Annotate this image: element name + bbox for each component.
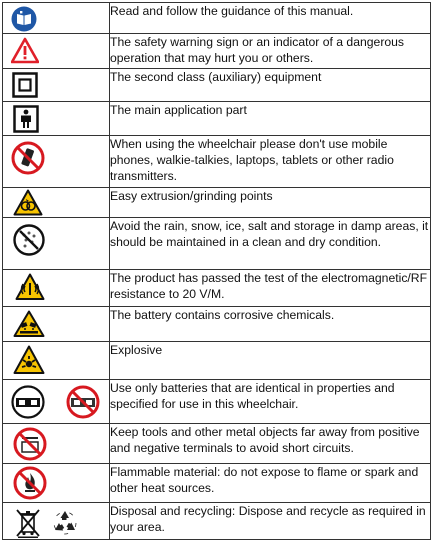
table-row (3, 464, 431, 503)
icon-cell (3, 188, 110, 218)
table-row (3, 34, 431, 69)
battery-icon (11, 385, 45, 419)
table-row (3, 342, 431, 380)
emc-radiation-icon (15, 273, 45, 301)
description-text: Disposal and recycling: Dispose and recycle as required in your area. (110, 503, 431, 540)
icon-cell (3, 136, 110, 188)
table-row (3, 307, 431, 342)
icon-cell (3, 380, 110, 424)
description-text: Read and follow the guidance of this manual. (110, 3, 431, 34)
icon-cell (3, 464, 110, 503)
manual-icon (11, 6, 37, 32)
applied-part-icon (13, 105, 39, 133)
icon-cell (3, 424, 110, 464)
symbol-table (2, 2, 431, 540)
no-flame-icon (13, 466, 47, 500)
table-row (3, 69, 431, 102)
icon-cell (3, 342, 110, 380)
table-row (3, 503, 431, 540)
table-row (3, 380, 431, 424)
icon-cell (3, 3, 110, 34)
table-row (3, 188, 431, 218)
recycle-icon (51, 508, 79, 536)
warning-triangle-icon (11, 37, 39, 65)
class-ii-equipment-icon (12, 72, 38, 98)
description-text: The safety warning sign or an indicator of a dangerous operation that may hurt you or others. (110, 34, 431, 69)
description-text: The battery contains corrosive chemicals. (110, 307, 431, 342)
icon-cell (3, 34, 110, 69)
weee-bin-icon (15, 506, 41, 538)
icon-cell (3, 69, 110, 102)
description-text: The main application part (110, 102, 431, 136)
icon-cell (3, 102, 110, 136)
table-row (3, 424, 431, 464)
description-text: The second class (auxiliary) equipment (110, 69, 431, 102)
description-text: Explosive (110, 342, 431, 380)
table-row (3, 270, 431, 307)
icon-cell (3, 270, 110, 307)
table-row (3, 136, 431, 188)
table-row (3, 218, 431, 270)
description-text: Easy extrusion/grinding points (110, 188, 431, 218)
description-text: Flammable material: do not expose to flame or spark and other heat sources. (110, 464, 431, 503)
description-text: The product has passed the test of the electromagnetic/RF resistance to 20 V/M. (110, 270, 431, 307)
no-mobile-phone-icon (11, 141, 45, 175)
no-mixed-battery-icon (66, 385, 100, 419)
table-row (3, 3, 431, 34)
no-short-circuit-icon (13, 427, 47, 461)
description-text: When using the wheelchair please don't use mobile phones, walkie-talkies, laptops, tablets or other radio transmitters. (110, 136, 431, 188)
corrosive-icon (13, 310, 45, 338)
description-text: Keep tools and other metal objects far away from positive and negative terminals to avoid short circuits. (110, 424, 431, 464)
icon-cell (3, 218, 110, 270)
crush-hazard-icon (13, 189, 43, 216)
icon-cell (3, 503, 110, 540)
keep-dry-icon (13, 224, 45, 256)
description-text: Avoid the rain, snow, ice, salt and storage in damp areas, it should be maintained in a clean and dry condition. (110, 218, 431, 270)
table-row (3, 102, 431, 136)
explosive-icon (13, 345, 45, 375)
icon-cell (3, 307, 110, 342)
description-text: Use only batteries that are identical in properties and specified for use in this wheelchair. (110, 380, 431, 424)
